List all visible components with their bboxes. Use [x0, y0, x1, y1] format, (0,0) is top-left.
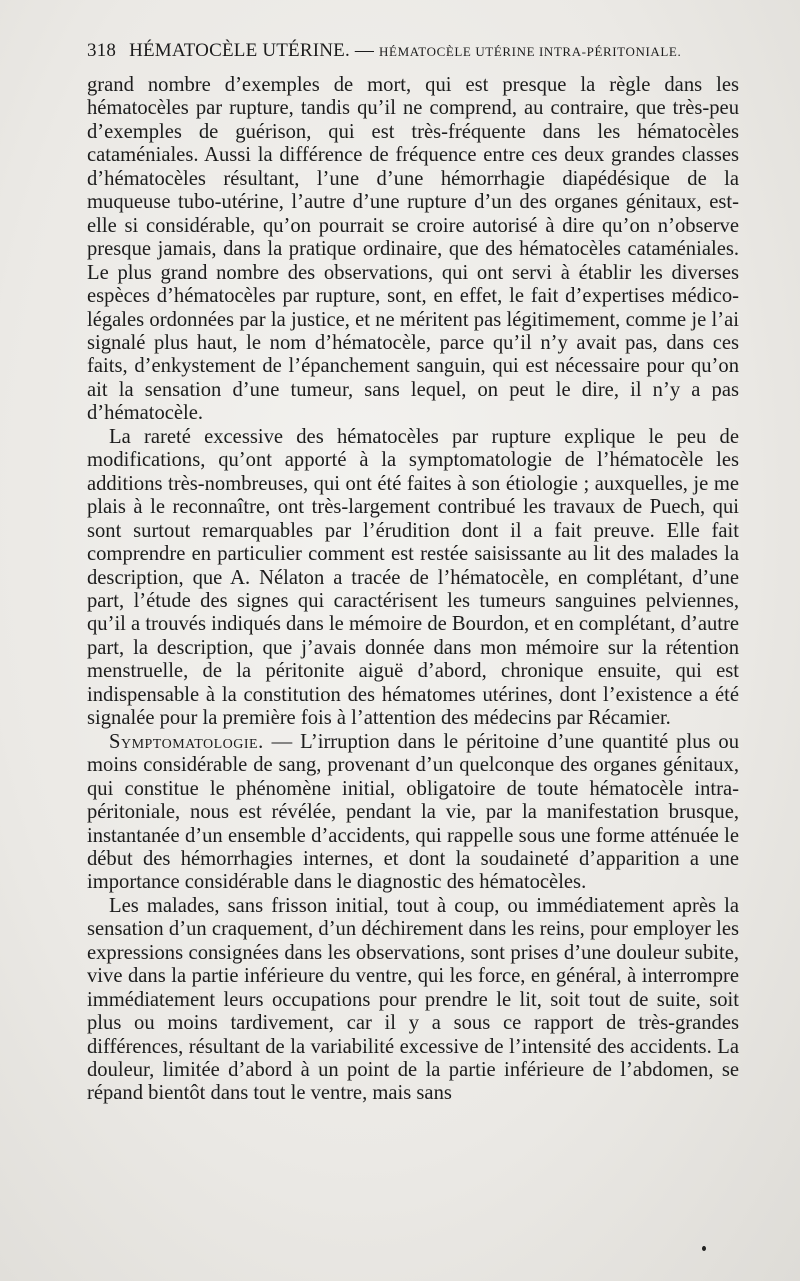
header-dash: — [354, 40, 375, 61]
running-header [87, 40, 747, 62]
paragraph-4: Les malades, sans frisson initial, tout à coup, ou immédiatement après la sensation d’un craquement, d’un déchirement dans les reins, pour employer les expressions consignées dans les observations, sont prises d’une douleur subite, vive dans la partie inférieure du ventre, qui les force, en général, à interrompre immédiatement leurs occupations pour prendre le lit, soit tout de suite, soit plus ou moins tardivement, car il y a sous ce rapport de très-grandes différences, résultant de la variabilité excessive de l’intensité des accidents. La douleur, limitée d’abord à un point de la partie inférieure de l’abdomen, se répand bientôt dans tout le ventre, mais sans [87, 894, 739, 1105]
paragraph-1: grand nombre d’exemples de mort, qui est presque la règle dans les hématocèles par rupture, tandis qu’il ne comprend, au contraire, que très-peu d’exemples de guérison, qui est très-fréquente dans les hématocèles cataméniales. Aussi la différence de fréquence entre ces deux grandes classes d’hématocèles résultant, l’une d’une hémorrhagie diapédésique de la muqueuse tubo-utérine, l’autre d’une rupture d’un des organes génitaux, est-elle si considérable, qu’on pourrait se croire autorisé à dire qu’on n’observe presque jamais, dans la pratique ordinaire, que des hématocèles cataméniales. Le plus grand nombre des observations, qui ont servi à établir les diverses espèces d’hématocèles par rupture, sont, en effet, le fait d’expertises médico-légales ordonnées par la justice, et ne méritent pas légitimement, comme je l’ai signalé plus haut, le nom d’hématocèle, parce qu’il n’y avait pas, dans ces faits, d’enkystement de l’épanchement sanguin, qui est nécessaire pour qu’on ait la sensation d’une tumeur, sans lequel, on peut le dire, il n’y a pas d’hématocèle. [87, 74, 739, 425]
ink-speck [702, 1246, 706, 1251]
page-number: 318 [87, 40, 117, 61]
body-text [87, 74, 739, 1106]
heading-dash: — [271, 730, 293, 753]
paragraph-3-text: L’irruption dans le péritoine d’une quantité plus ou moins considérable de sang, provenant d’un quelconque des organes génitaux, qui constitue le phénomène initial, obligatoire de toute hématocèle intra-péritoniale, nous est révélée, pendant la vie, par la manifestation brusque, instantanée d’un ensemble d’accidents, qui rappelle sous une forme atténuée le début des hémorrhagies internes, et dont la soudaineté d’apparition a une importance considérable dans le diagnostic des hématocèles. [87, 730, 740, 894]
running-title: HÉMATOCÈLE UTÉRINE. [129, 40, 350, 61]
running-subtitle: HÉMATOCÈLE UTÉRINE INTRA-PÉRITONIALE. [379, 44, 682, 59]
section-heading-symptomatologie: Symptomatologie. [109, 730, 264, 753]
paragraph-3 [87, 731, 739, 895]
paragraph-2: La rareté excessive des hématocèles par rupture explique le peu de modifications, qu’ont apporté à la symptomatologie de l’hématocèle les additions très-nombreuses, qui ont été faites à son étiologie ; auxquelles, je me plais à le reconnaître, ont très-largement contribué les travaux de Puech, qui sont surtout remarquables par l’érudition dont il a fait preuve. Elle fait comprendre en particulier comment est restée saisissante au lit des malades la description, que A. Nélaton a tracée de l’hématocèle, en complétant, d’une part, l’étude des signes qui caractérisent les tumeurs sanguines pelviennes, qu’il a trouvés indiqués dans le mémoire de Bourdon, et en complétant, d’autre part, la description, que j’avais donnée dans mon mémoire sur la rétention menstruelle, de la péritonite aiguë d’abord, chronique ensuite, qui est indispensable à la constitution des hématomes utérines, dont l’existence a été signalée pour la première fois à l’attention des médecins par Récamier. [87, 425, 739, 730]
